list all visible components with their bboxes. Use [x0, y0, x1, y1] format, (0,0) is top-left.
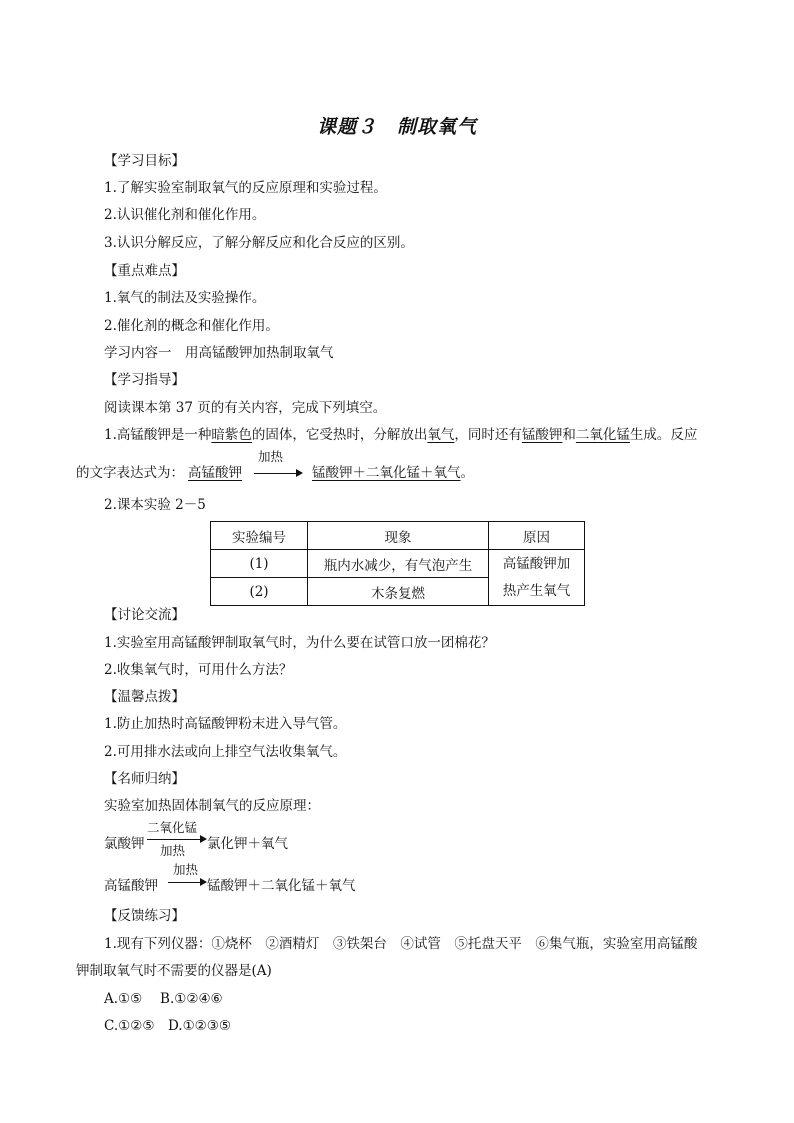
answer-blank: 高锰酸钾 — [188, 465, 242, 481]
goal-item: 2.认识催化剂和催化作用。 — [104, 207, 266, 223]
section-heading-discuss: 【讨论交流】 — [104, 607, 185, 623]
table-cell-reason — [489, 550, 585, 606]
experiment-table — [210, 521, 585, 606]
reaction-condition: 加热 — [258, 449, 284, 464]
question-text: 钾制取氧气时不需要的仪器是(A) — [76, 963, 272, 979]
section-heading-practice: 【反馈练习】 — [104, 908, 185, 924]
reaction-arrow — [147, 839, 202, 840]
reaction-arrow — [168, 882, 202, 883]
section-heading-tips: 【温馨点拨】 — [104, 689, 185, 705]
section-heading-summary: 【名师归纳】 — [104, 771, 185, 787]
table-header: 实验编号 — [211, 522, 308, 550]
key-item: 1.氧气的制法及实验操作。 — [104, 290, 266, 306]
section-heading-guide: 【学习指导】 — [104, 372, 185, 388]
equation-products: 氯化钾＋氧气 — [207, 836, 288, 852]
equation-products: 锰酸钾＋二氧化锰＋氧气 — [207, 878, 356, 894]
table-cell: (1) — [211, 550, 308, 578]
equation-reactant: 氯酸钾 — [104, 836, 145, 852]
answer-blank: 氧气 — [427, 427, 455, 443]
table-cell: 木条复燃 — [308, 578, 489, 606]
answer-blank: 锰酸钾＋二氧化锰＋氧气 — [312, 465, 461, 481]
table-header: 原因 — [489, 522, 585, 550]
table-row — [211, 550, 585, 578]
experiment-title: 2.课本实验 2－5 — [104, 497, 206, 513]
table-header: 现象 — [308, 522, 489, 550]
answer-blank: 锰酸钾 — [521, 427, 563, 443]
equation-products — [312, 461, 474, 481]
arrow-head-icon — [200, 878, 207, 886]
text: 生成。反应 — [629, 427, 698, 443]
tip-item: 1.防止加热时高锰酸钾粉末进入导气管。 — [104, 716, 347, 732]
section-heading-goals: 【学习目标】 — [104, 153, 185, 169]
arrow-head-icon — [296, 469, 303, 477]
equation-reactant — [188, 461, 242, 481]
answer-blank: 暗紫色 — [211, 427, 252, 443]
text: 。 — [460, 465, 474, 481]
text: 和 — [562, 427, 576, 443]
equation-label: 的文字表达式为： — [76, 465, 184, 481]
text: 的固体，它受热时，分解放出 — [251, 427, 428, 443]
reaction-condition: 加热 — [160, 843, 186, 858]
guide-intro: 阅读课本第 37 页的有关内容，完成下列填空。 — [104, 400, 387, 416]
fill-in-paragraph — [104, 425, 697, 445]
tip-item: 2.可用排水法或向上排空气法收集氧气。 — [104, 744, 347, 760]
page-title: 课题３ 制取氧气 — [316, 116, 477, 138]
reason-line: 热产生氧气 — [502, 582, 571, 599]
discuss-item: 2.收集氧气时，可用什么方法？ — [104, 662, 293, 678]
goal-item: 3.认识分解反应，了解分解反应和化合反应的区别。 — [104, 235, 414, 251]
goal-item: 1.了解实验室制取氧气的反应原理和实验过程。 — [104, 180, 387, 196]
question-text: 1.现有下列仪器：①烧杯 ②酒精灯 ③铁架台 ④试管 ⑤托盘天平 ⑥集气瓶，实验室用高锰酸 — [104, 936, 698, 952]
table-header-row — [211, 522, 585, 550]
reaction-condition: 加热 — [173, 862, 199, 877]
reaction-arrow — [254, 473, 296, 474]
text: 1.高锰酸钾是一种 — [104, 427, 212, 443]
key-item: 2.催化剂的概念和催化作用。 — [104, 318, 279, 334]
reaction-catalyst: 二氧化锰 — [147, 820, 198, 835]
arrow-head-icon — [200, 835, 207, 843]
question-options: C.①②⑤ D.①②③⑤ — [104, 1018, 231, 1034]
content-heading: 学习内容一 用高锰酸钾加热制取氧气 — [104, 345, 334, 361]
question-options: A.①⑤ B.①②④⑥ — [104, 991, 223, 1007]
text: ，同时还有 — [454, 427, 522, 443]
section-heading-key: 【重点难点】 — [104, 263, 185, 279]
discuss-item: 1.实验室用高锰酸钾制取氧气时，为什么要在试管口放一团棉花？ — [104, 635, 495, 651]
equation-reactant: 高锰酸钾 — [104, 878, 158, 894]
answer-blank: 二氧化锰 — [575, 427, 630, 443]
reason-line: 高锰酸钾加 — [502, 555, 571, 572]
summary-intro: 实验室加热固体制氧气的反应原理： — [104, 798, 320, 814]
table-cell: (2) — [211, 578, 308, 606]
table-cell: 瓶内水减少，有气泡产生 — [308, 550, 489, 578]
